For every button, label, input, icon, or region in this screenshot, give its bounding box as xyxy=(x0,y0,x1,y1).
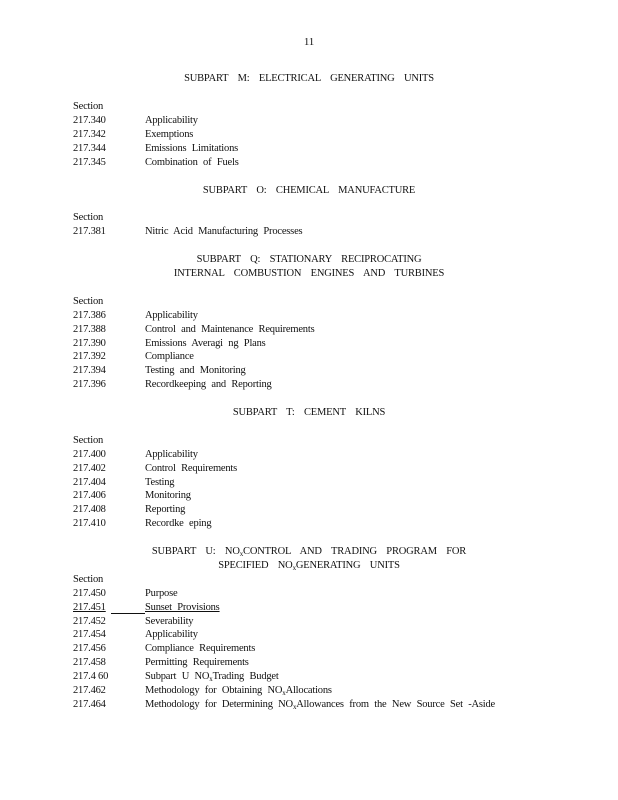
section-number: 217.345 xyxy=(73,157,106,168)
section-number: 217.400 xyxy=(73,449,106,460)
section-title: Purpose xyxy=(145,588,178,599)
heading-text: GENERATING UNITS xyxy=(295,560,400,571)
section-title: Emissions Limitations xyxy=(145,143,239,154)
subpart-q-heading-line1: SUBPART Q: STATIONARY RECIPROCATING xyxy=(196,254,422,265)
section-number: 217.462 xyxy=(73,685,106,696)
section-number: 217.454 xyxy=(73,629,106,640)
section-title: Applicability xyxy=(145,449,198,460)
section-number: 217.456 xyxy=(73,643,106,654)
title-text: Allowances from the New Source Set -Aside xyxy=(296,699,495,710)
section-number: 217.381 xyxy=(73,226,106,237)
section-title xyxy=(145,685,332,697)
section-title: Combination of Fuels xyxy=(145,157,239,168)
section-title: Testing xyxy=(145,477,175,488)
title-text: Allocations xyxy=(285,685,332,696)
subpart-o-heading: SUBPART O: CHEMICAL MANUFACTURE xyxy=(202,185,416,196)
section-title: Testing and Monitoring xyxy=(145,365,246,376)
subpart-m-heading: SUBPART M: ELECTRICAL GENERATING UNITS xyxy=(184,73,434,84)
section-title: Reporting xyxy=(145,504,186,515)
section-title: Applicability xyxy=(145,629,198,640)
subscript: x xyxy=(292,703,297,711)
subscript: x xyxy=(292,564,296,572)
section-number: 217.410 xyxy=(73,518,106,529)
heading-text: SPECIFIED NO xyxy=(218,560,293,571)
section-label: Section xyxy=(73,101,104,112)
section-title: Control Requirements xyxy=(145,463,238,474)
section-number: 217.344 xyxy=(73,143,106,154)
heading-text: SUBPART U: NO xyxy=(151,546,240,557)
section-number: 217.342 xyxy=(73,129,106,140)
section-title: Control and Maintenance Requirements xyxy=(145,324,315,335)
section-title xyxy=(145,699,495,711)
page-number: 11 xyxy=(303,36,315,48)
section-number: 217.408 xyxy=(73,504,106,515)
section-label: Section xyxy=(73,212,104,223)
section-number: 217.451 xyxy=(73,602,106,613)
title-text: Methodology for Determining NO xyxy=(145,699,293,710)
title-text: Trading Budget xyxy=(212,671,279,682)
section-title: Nitric Acid Manufacturing Processes xyxy=(145,226,303,237)
section-number: 217.396 xyxy=(73,379,106,390)
underline-rule xyxy=(111,602,145,614)
section-title: Recordkeeping and Reporting xyxy=(145,379,272,390)
subscript: x xyxy=(239,550,244,558)
subscript: x xyxy=(209,675,213,683)
section-number: 217.406 xyxy=(73,490,106,501)
section-number: 217.4 60 xyxy=(73,671,109,682)
section-label: Section xyxy=(73,296,104,307)
section-title: Monitoring xyxy=(145,490,191,501)
section-number: 217.404 xyxy=(73,477,106,488)
section-number: 217.390 xyxy=(73,338,106,349)
section-number: 217.388 xyxy=(73,324,106,335)
section-title: Severability xyxy=(145,616,194,627)
section-number: 217.392 xyxy=(73,351,106,362)
subpart-u-heading-line2 xyxy=(0,559,618,575)
subscript: x xyxy=(282,689,286,697)
section-number: 217.386 xyxy=(73,310,106,321)
section-title: Compliance Requirements xyxy=(145,643,256,654)
section-number: 217.464 xyxy=(73,699,106,710)
section-number: 217.340 xyxy=(73,115,106,126)
section-title xyxy=(145,671,279,683)
section-label: Section xyxy=(73,435,104,446)
section-title: Sunset Provisions xyxy=(145,602,220,613)
section-number: 217.452 xyxy=(73,616,106,627)
section-title: Permitting Requirements xyxy=(145,657,249,668)
section-title: Applicability xyxy=(145,115,198,126)
section-number: 217.394 xyxy=(73,365,106,376)
title-text: Methodology for Obtaining NO xyxy=(145,685,283,696)
section-title: Emissions Averagi ng Plans xyxy=(145,338,266,349)
section-number: 217.450 xyxy=(73,588,106,599)
subpart-t-heading: SUBPART T: CEMENT KILNS xyxy=(232,407,386,418)
section-title: Applicability xyxy=(145,310,198,321)
section-number: 217.458 xyxy=(73,657,106,668)
section-title: Compliance xyxy=(145,351,194,362)
heading-text: CONTROL AND TRADING PROGRAM FOR xyxy=(243,546,467,557)
section-label: Section xyxy=(73,574,104,585)
section-number: 217.402 xyxy=(73,463,106,474)
section-title: Exemptions xyxy=(145,129,194,140)
subpart-q-heading-line2: INTERNAL COMBUSTION ENGINES AND TURBINES xyxy=(173,268,445,279)
section-title: Recordke eping xyxy=(145,518,212,529)
title-text: Subpart U NO xyxy=(145,671,210,682)
